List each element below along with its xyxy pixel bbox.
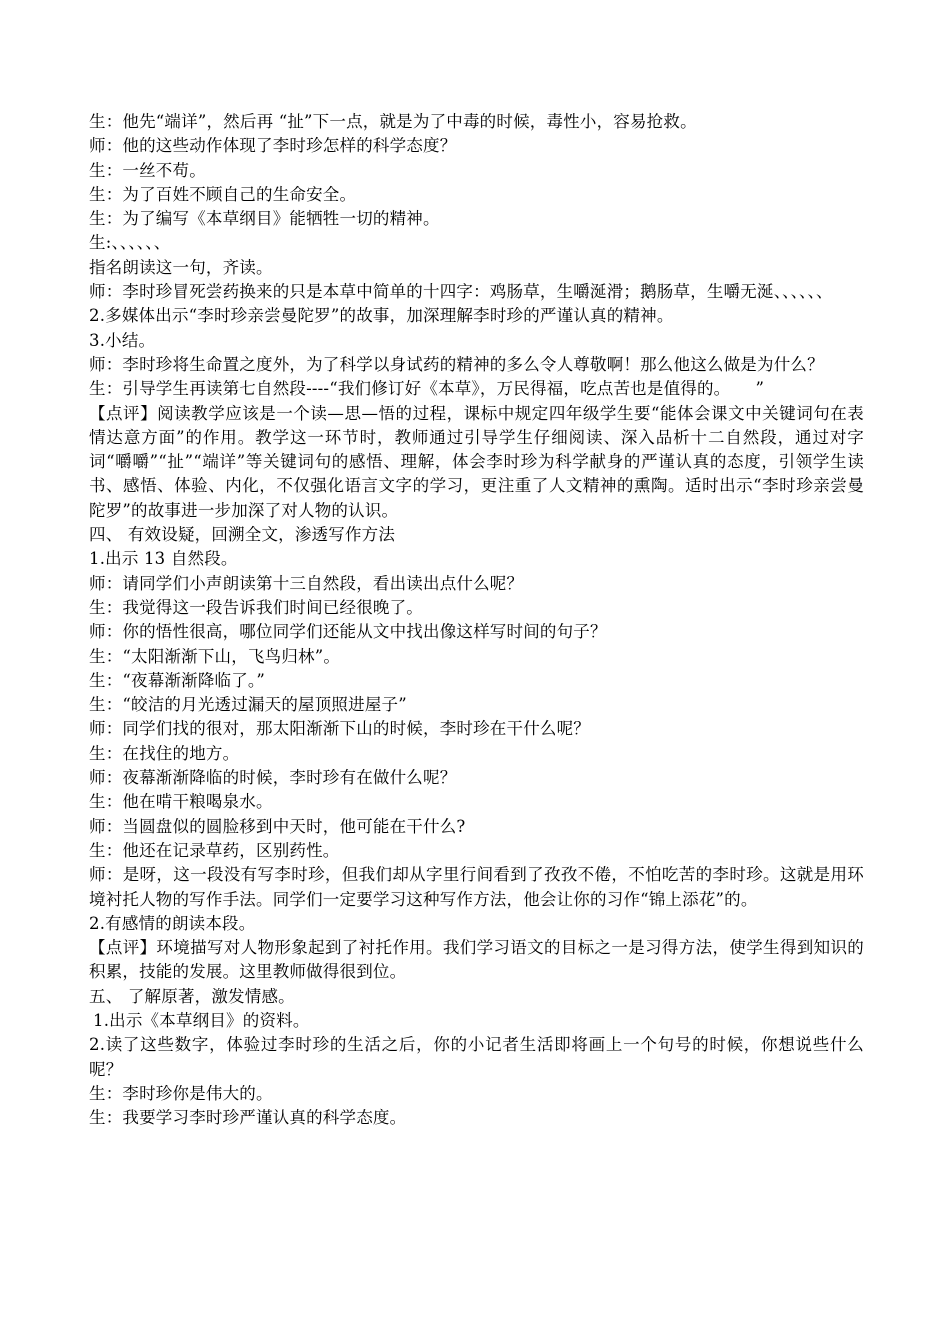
dialogue-line: 师：你的悟性很高，哪位同学们还能从文中找出像这样写时间的句子？ [89, 622, 607, 642]
step-line: 2.有感情的朗读本段。 [89, 913, 256, 933]
dialogue-line: 生：为了编写《本草纲目》能牺牲一切的精神。 [89, 209, 440, 229]
dialogue-line: 生：“皎洁的月光透过漏天的屋顶照进屋子” [89, 695, 407, 715]
dialogue-line: 师：李时珍冒死尝药换来的只是本草中简单的十四字：鸡肠草，生嚼涎滑；鹅肠草，生嚼无涎、、、、、、 [89, 282, 833, 302]
dialogue-line: 生：他在啃干粮喝泉水。 [89, 792, 273, 812]
step-line: 3.小结。 [89, 330, 156, 350]
dialogue-line: 生:、、、、、、 [89, 233, 171, 253]
dialogue-line: 生：他先“端详”，然后再 “扯”下一点，就是为了中毒的时候，毒性小，容易抢救。 [89, 112, 697, 131]
step-line: 2.读了这些数字，体验过李时珍的生活之后，你的小记者生活即将画上一个句号的时候，你想说些什么呢？ [89, 1035, 864, 1079]
dialogue-line: 生：在找住的地方。 [89, 743, 240, 763]
step-line: 1.出示《本草纲目》的资料。 [93, 1010, 310, 1030]
dialogue-line: 生：他还在记录草药，区别药性。 [89, 840, 340, 860]
step-line: 1.出示 13 自然段。 [89, 549, 238, 569]
section-heading: 五、 了解原著，激发情感。 [89, 986, 295, 1006]
section-heading: 四、 有效设疑，回溯全文，渗透写作方法 [89, 525, 396, 545]
dialogue-line: 生：我要学习李时珍严谨认真的科学态度。 [89, 1108, 407, 1128]
dialogue-line: 师：同学们找的很对，那太阳渐渐下山的时候，李时珍在干什么呢？ [89, 719, 590, 739]
dialogue-line: 师：李时珍将生命置之度外，为了科学以身试药的精神的多么令人尊敬啊！那么他这么做是为什么？ [89, 354, 824, 374]
dialogue-line: 师：请同学们小声朗读第十三自然段，看出读出点什么呢？ [89, 573, 524, 593]
step-line: 2.多媒体出示“李时珍亲尝曼陀罗”的故事，加深理解李时珍的严谨认真的精神。 [89, 306, 674, 326]
dialogue-line: 生：一丝不苟。 [89, 160, 206, 180]
dialogue-line: 师：他的这些动作体现了李时珍怎样的科学态度？ [89, 136, 457, 156]
dialogue-line: 师：当圆盘似的圆脸移到中天时，他可能在干什么? [89, 816, 466, 836]
instruction-line: 指名朗读这一句，齐读。 [89, 257, 273, 277]
commentary-paragraph: 【点评】阅读教学应该是一个读—思—悟的过程，课标中规定四年级学生要“能体会课文中关键词句在表情达意方面”的作用。教学这一环节时，教师通过引导学生仔细阅读、深入品析十二自然段，通过对字词“嚼嚼”“扯”“端详”等关键词句的感悟、理解，体会李时珍为科学献身的严谨认真的态度，引领学生读书、感悟、体验、内化，不仅强化语言文字的学习，更注重了人文精神的熏陶。适时出示“李时珍亲尝曼陀罗”的故事进一步加深了对人物的认识。 [89, 403, 864, 520]
commentary-paragraph: 【点评】环境描写对人物形象起到了衬托作用。我们学习语文的目标之一是习得方法，使学生得到知识的积累，技能的发展。这里教师做得很到位。 [89, 938, 864, 982]
dialogue-line: 师：夜幕渐渐降临的时候，李时珍有在做什么呢？ [89, 768, 457, 788]
dialogue-line: 生：李时珍你是伟大的。 [89, 1083, 273, 1103]
document-page [89, 110, 864, 1130]
dialogue-line: 生：我觉得这一段告诉我们时间已经很晚了。 [89, 597, 423, 617]
dialogue-line: 生：“太阳渐渐下山，飞鸟归林”。 [89, 646, 341, 666]
dialogue-line: 师：是呀，这一段没有写李时珍，但我们却从字里行间看到了孜孜不倦，不怕吃苦的李时珍。这就是用环境衬托人物的写作手法。同学们一定要学习这种写作方法，他会让你的习作“锦上添花”的。 [89, 865, 864, 909]
dialogue-line: 生：引导学生再读第七自然段----“我们修订好《本草》，万民得福，吃点苦也是值得的。 ” [89, 379, 765, 399]
dialogue-line: 生：“夜幕渐渐降临了。” [89, 670, 266, 690]
dialogue-line: 生：为了百姓不顾自己的生命安全。 [89, 184, 357, 204]
